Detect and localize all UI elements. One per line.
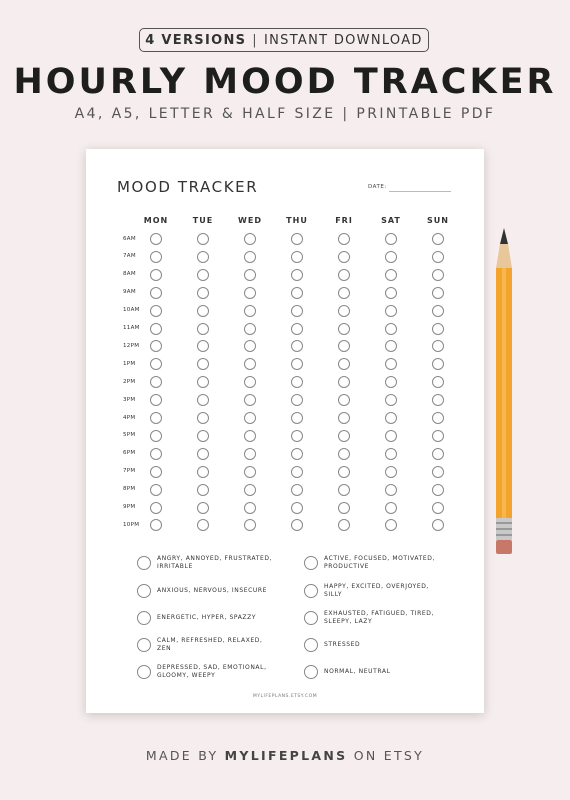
- legend-label: [157, 587, 287, 596]
- mood-slot-circle[interactable]: [291, 430, 303, 442]
- mood-slot-circle[interactable]: [338, 466, 350, 478]
- mood-slot-circle[interactable]: [244, 430, 256, 442]
- hour-label: 9AM: [123, 289, 136, 296]
- mood-slot-circle[interactable]: [338, 484, 350, 496]
- mood-slot-circle[interactable]: [244, 412, 256, 424]
- mood-slot-circle[interactable]: [150, 448, 162, 460]
- mood-slot-circle[interactable]: [197, 376, 209, 388]
- hour-label: 1PM: [123, 360, 136, 367]
- mood-slot-circle[interactable]: [432, 484, 444, 496]
- hour-label: 3PM: [123, 396, 136, 403]
- mood-slot-circle[interactable]: [150, 519, 162, 531]
- mood-slot-circle[interactable]: [150, 305, 162, 317]
- mood-slot-circle[interactable]: [244, 233, 256, 245]
- mood-slot-circle[interactable]: [244, 502, 256, 514]
- footer-suffix: ON ETSY: [353, 748, 425, 763]
- mood-slot-circle[interactable]: [291, 484, 303, 496]
- mood-slot-circle[interactable]: [291, 412, 303, 424]
- mood-slot-circle[interactable]: [432, 466, 444, 478]
- mood-slot-circle[interactable]: [150, 376, 162, 388]
- hour-label: 5PM: [123, 432, 136, 439]
- mood-slot-circle[interactable]: [338, 376, 350, 388]
- mood-slot-circle[interactable]: [432, 305, 444, 317]
- mood-slot-circle[interactable]: [338, 287, 350, 299]
- mood-slot-circle[interactable]: [385, 376, 397, 388]
- mood-slot-circle[interactable]: [150, 502, 162, 514]
- hour-label: 12PM: [123, 342, 140, 349]
- badge-separator: |: [252, 32, 258, 48]
- mood-slot-circle[interactable]: [385, 519, 397, 531]
- mood-slot-circle[interactable]: [432, 376, 444, 388]
- mood-slot-circle[interactable]: [244, 323, 256, 335]
- legend-line: ZEN: [157, 645, 172, 652]
- legend-label: [157, 555, 287, 572]
- legend-line: GLOOMY, WEEPY: [157, 672, 216, 679]
- legend-label: [324, 668, 454, 677]
- mood-slot-circle[interactable]: [385, 251, 397, 263]
- mood-slot-circle[interactable]: [432, 519, 444, 531]
- mood-slot-circle[interactable]: [150, 484, 162, 496]
- mood-slot-circle[interactable]: [150, 466, 162, 478]
- mood-slot-circle[interactable]: [291, 323, 303, 335]
- mood-slot-circle[interactable]: [432, 358, 444, 370]
- mood-slot-circle[interactable]: [291, 502, 303, 514]
- hour-label: 7PM: [123, 468, 136, 475]
- hour-label: 10AM: [123, 307, 140, 314]
- mood-slot-circle[interactable]: [291, 519, 303, 531]
- day-header: SUN: [427, 216, 449, 225]
- mood-slot-circle[interactable]: [338, 394, 350, 406]
- mood-slot-circle[interactable]: [244, 448, 256, 460]
- date-line: [389, 191, 451, 192]
- mood-slot-circle[interactable]: [244, 269, 256, 281]
- mood-slot-circle[interactable]: [338, 340, 350, 352]
- mood-slot-circle[interactable]: [291, 269, 303, 281]
- legend-line: NORMAL, NEUTRAL: [324, 667, 391, 675]
- mood-slot-circle[interactable]: [432, 287, 444, 299]
- mood-slot-circle[interactable]: [150, 412, 162, 424]
- mood-slot-circle[interactable]: [244, 394, 256, 406]
- mood-slot-circle[interactable]: [385, 502, 397, 514]
- legend-label: [157, 637, 287, 654]
- mood-slot-circle[interactable]: [338, 233, 350, 245]
- mood-slot-circle[interactable]: [338, 305, 350, 317]
- mood-slot-circle[interactable]: [385, 323, 397, 335]
- legend-circle[interactable]: [304, 638, 318, 652]
- mood-slot-circle[interactable]: [432, 233, 444, 245]
- mood-slot-circle[interactable]: [291, 287, 303, 299]
- mood-slot-circle[interactable]: [197, 394, 209, 406]
- legend-label: [324, 641, 454, 650]
- legend-line: SILLY: [324, 591, 343, 598]
- mood-slot-circle[interactable]: [150, 430, 162, 442]
- mood-slot-circle[interactable]: [150, 287, 162, 299]
- legend-line: HAPPY, EXCITED, OVERJOYED,: [324, 582, 429, 590]
- mood-slot-circle[interactable]: [291, 466, 303, 478]
- mood-slot-circle[interactable]: [244, 340, 256, 352]
- mood-slot-circle[interactable]: [197, 519, 209, 531]
- badge-download-text: INSTANT DOWNLOAD: [263, 32, 423, 48]
- legend-line: ENERGETIC, HYPER, SPAZZY: [157, 613, 257, 621]
- mood-slot-circle[interactable]: [150, 233, 162, 245]
- legend-line: DEPRESSED, SAD, EMOTIONAL,: [157, 663, 267, 671]
- mood-slot-circle[interactable]: [150, 340, 162, 352]
- pencil-illustration: [494, 226, 516, 558]
- mood-slot-circle[interactable]: [291, 376, 303, 388]
- legend-circle[interactable]: [304, 584, 318, 598]
- hour-label: 8PM: [123, 486, 136, 493]
- hour-label: 6PM: [123, 450, 136, 457]
- mood-slot-circle[interactable]: [150, 394, 162, 406]
- mood-slot-circle[interactable]: [338, 519, 350, 531]
- legend-line: CALM, REFRESHED, RELAXED,: [157, 636, 263, 644]
- legend-label: [324, 555, 454, 572]
- mood-slot-circle[interactable]: [291, 394, 303, 406]
- mood-slot-circle[interactable]: [197, 287, 209, 299]
- mood-slot-circle[interactable]: [197, 448, 209, 460]
- badge-versions-text: 4 VERSIONS: [145, 32, 247, 48]
- hour-label: 4PM: [123, 414, 136, 421]
- hour-label: 7AM: [123, 253, 136, 260]
- made-by-footer: [0, 748, 570, 763]
- mood-slot-circle[interactable]: [244, 376, 256, 388]
- hour-label: 8AM: [123, 271, 136, 278]
- legend-label: [157, 614, 287, 623]
- mood-slot-circle[interactable]: [291, 305, 303, 317]
- mood-slot-circle[interactable]: [385, 233, 397, 245]
- day-header: MON: [143, 216, 169, 225]
- mood-slot-circle[interactable]: [385, 430, 397, 442]
- mood-slot-circle[interactable]: [244, 287, 256, 299]
- hour-label: 6AM: [123, 235, 136, 242]
- legend-circle[interactable]: [304, 665, 318, 679]
- legend-circle[interactable]: [137, 665, 151, 679]
- mood-slot-circle[interactable]: [291, 251, 303, 263]
- mood-slot-circle[interactable]: [432, 448, 444, 460]
- sheet-footer: MYLIFEPLANS.ETSY.COM: [252, 694, 318, 699]
- mood-slot-circle[interactable]: [432, 412, 444, 424]
- mood-slot-circle[interactable]: [150, 251, 162, 263]
- legend-circle[interactable]: [137, 638, 151, 652]
- mood-slot-circle[interactable]: [338, 269, 350, 281]
- mood-slot-circle[interactable]: [385, 412, 397, 424]
- mood-slot-circle[interactable]: [244, 251, 256, 263]
- mood-slot-circle[interactable]: [385, 448, 397, 460]
- mood-slot-circle[interactable]: [432, 251, 444, 263]
- mood-slot-circle[interactable]: [244, 466, 256, 478]
- day-header: TUE: [192, 216, 214, 225]
- versions-badge: [139, 28, 429, 52]
- mood-slot-circle[interactable]: [197, 412, 209, 424]
- mood-slot-circle[interactable]: [385, 358, 397, 370]
- day-header: FRI: [335, 216, 353, 225]
- mood-slot-circle[interactable]: [244, 358, 256, 370]
- mood-slot-circle[interactable]: [338, 323, 350, 335]
- hour-label: 11AM: [123, 325, 140, 331]
- mood-slot-circle[interactable]: [291, 340, 303, 352]
- mood-slot-circle[interactable]: [244, 519, 256, 531]
- legend-line: ACTIVE, FOCUSED, MOTIVATED,: [324, 554, 435, 562]
- hour-label: 9PM: [123, 504, 136, 510]
- legend-line: EXHAUSTED, FATIGUED, TIRED,: [324, 609, 434, 617]
- mood-slot-circle[interactable]: [244, 484, 256, 496]
- legend-circle[interactable]: [137, 584, 151, 598]
- mood-slot-circle[interactable]: [385, 340, 397, 352]
- mood-slot-circle[interactable]: [385, 466, 397, 478]
- mood-slot-circle[interactable]: [197, 340, 209, 352]
- mood-slot-circle[interactable]: [385, 269, 397, 281]
- legend-line: ANGRY, ANNOYED, FRUSTRATED,: [157, 554, 273, 562]
- legend-circle[interactable]: [137, 611, 151, 625]
- mood-slot-circle[interactable]: [197, 484, 209, 496]
- mood-slot-circle[interactable]: [432, 340, 444, 352]
- day-header: WED: [238, 216, 262, 225]
- legend-circle[interactable]: [304, 556, 318, 570]
- mood-slot-circle[interactable]: [291, 233, 303, 245]
- legend-label: [324, 610, 454, 627]
- day-header: SAT: [381, 216, 401, 225]
- mood-slot-circle[interactable]: [197, 502, 209, 514]
- mood-slot-circle[interactable]: [197, 323, 209, 335]
- mood-slot-circle[interactable]: [197, 430, 209, 442]
- legend-line: STRESSED: [324, 640, 361, 648]
- mood-slot-circle[interactable]: [150, 323, 162, 335]
- mood-slot-circle[interactable]: [244, 305, 256, 317]
- hour-label: 2PM: [123, 378, 136, 385]
- mood-slot-circle[interactable]: [338, 251, 350, 263]
- mood-slot-circle[interactable]: [338, 448, 350, 460]
- legend-line: ANXIOUS, NERVOUS, INSECURE: [157, 586, 268, 594]
- product-title: HOURLY MOOD TRACKER: [13, 62, 557, 102]
- mood-slot-circle[interactable]: [338, 502, 350, 514]
- mood-slot-circle[interactable]: [197, 269, 209, 281]
- hour-label: 10PM: [123, 521, 140, 528]
- mood-slot-circle[interactable]: [338, 358, 350, 370]
- legend-circle[interactable]: [137, 556, 151, 570]
- mood-slot-circle[interactable]: [385, 305, 397, 317]
- day-header: THU: [286, 216, 308, 225]
- footer-brand: MYLIFEPLANS: [224, 748, 348, 763]
- footer-prefix: MADE BY: [145, 748, 219, 763]
- mood-slot-circle[interactable]: [385, 287, 397, 299]
- mood-slot-circle[interactable]: [150, 358, 162, 370]
- mood-slot-circle[interactable]: [385, 394, 397, 406]
- mood-slot-circle[interactable]: [150, 269, 162, 281]
- mood-slot-circle[interactable]: [291, 448, 303, 460]
- mood-slot-circle[interactable]: [432, 269, 444, 281]
- mood-slot-circle[interactable]: [197, 251, 209, 263]
- legend-line: SLEEPY, LAZY: [324, 618, 373, 625]
- mood-slot-circle[interactable]: [291, 358, 303, 370]
- printable-sheet-preview: [86, 149, 484, 713]
- mood-slot-circle[interactable]: [338, 430, 350, 442]
- mood-slot-circle[interactable]: [385, 484, 397, 496]
- mood-slot-circle[interactable]: [197, 233, 209, 245]
- legend-line: IRRITABLE: [157, 563, 193, 570]
- legend-label: [157, 664, 287, 681]
- legend-circle[interactable]: [304, 611, 318, 625]
- mood-slot-circle[interactable]: [197, 305, 209, 317]
- mood-slot-circle[interactable]: [338, 412, 350, 424]
- mood-slot-circle[interactable]: [197, 466, 209, 478]
- legend-label: [324, 583, 454, 600]
- mood-slot-circle[interactable]: [197, 358, 209, 370]
- mood-slot-circle[interactable]: [432, 502, 444, 514]
- sheet-title: MOOD TRACKER: [117, 178, 259, 196]
- mood-slot-circle[interactable]: [432, 323, 444, 335]
- mood-slot-circle[interactable]: [432, 394, 444, 406]
- legend-line: PRODUCTIVE: [324, 563, 370, 570]
- mood-slot-circle[interactable]: [432, 430, 444, 442]
- product-subtitle: A4, A5, LETTER & HALF SIZE | PRINTABLE PDF: [74, 106, 496, 122]
- date-label: DATE:: [368, 184, 387, 190]
